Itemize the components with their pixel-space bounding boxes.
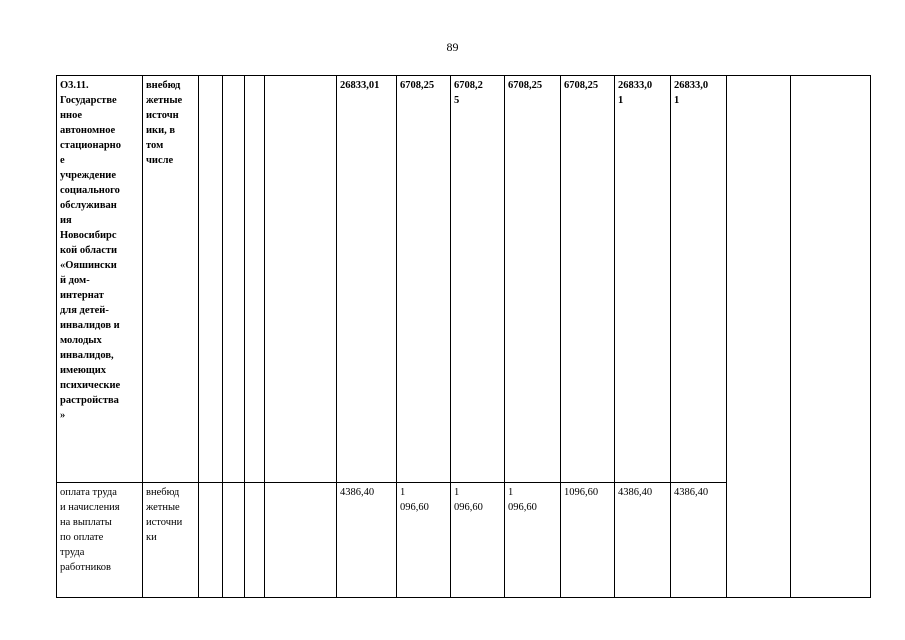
institution-name: О3.11. Государстве нное автономное стационарно е учреждение социального обслуживан ия Новосибирс кой области «Ояшински й дом- интернат для детей- инвалидов и молодых инвалидов, имеющих психические растройства » (60, 80, 121, 421)
empty-merged-cell (791, 76, 871, 598)
amount-cell (451, 483, 505, 598)
amount-cell (561, 483, 615, 598)
amount-q2: 1 096,60 (454, 487, 483, 513)
amount-grand-total: 4386,40 (674, 487, 709, 498)
amount-q4: 6708,25 (564, 80, 599, 91)
empty-cell (245, 483, 265, 598)
funding-source-cell (143, 76, 199, 483)
amount-cell (337, 76, 397, 483)
amount-q2: 6708,2 5 (454, 80, 483, 106)
budget-table (56, 75, 871, 598)
amount-cell (615, 483, 671, 598)
amount-total: 26833,01 (340, 80, 380, 91)
empty-cell (265, 483, 337, 598)
amount-cell (671, 76, 727, 483)
amount-q4: 1096,60 (564, 487, 599, 498)
funding-source-cell (143, 483, 199, 598)
amount-cell (397, 483, 451, 598)
amount-q3: 1 096,60 (508, 487, 537, 513)
amount-cell (505, 483, 561, 598)
amount-cell (671, 483, 727, 598)
empty-cell (199, 483, 223, 598)
amount-cell (505, 76, 561, 483)
funding-source: внебюд жетные источни ки (146, 487, 183, 543)
amount-cell (615, 76, 671, 483)
empty-cell (245, 76, 265, 483)
table-row (57, 76, 871, 483)
empty-cell (199, 76, 223, 483)
amount-year-total: 26833,0 1 (618, 80, 653, 106)
expense-name: оплата труда и начисления на выплаты по оплате труда работников (60, 487, 120, 573)
amount-q1: 1 096,60 (400, 487, 429, 513)
empty-merged-cell (727, 76, 791, 598)
amount-q3: 6708,25 (508, 80, 543, 91)
amount-cell (337, 483, 397, 598)
page-number: 89 (446, 40, 459, 54)
empty-cell (265, 76, 337, 483)
amount-cell (397, 76, 451, 483)
expense-name-cell (57, 483, 143, 598)
empty-cell (223, 76, 245, 483)
amount-year-total: 4386,40 (618, 487, 653, 498)
amount-q1: 6708,25 (400, 80, 435, 91)
institution-name-cell (57, 76, 143, 483)
amount-cell (451, 76, 505, 483)
empty-cell (223, 483, 245, 598)
funding-source: внебюд жетные источн ики, в том числе (146, 80, 183, 166)
amount-total: 4386,40 (340, 487, 375, 498)
amount-cell (561, 76, 615, 483)
amount-grand-total: 26833,0 1 (674, 80, 709, 106)
